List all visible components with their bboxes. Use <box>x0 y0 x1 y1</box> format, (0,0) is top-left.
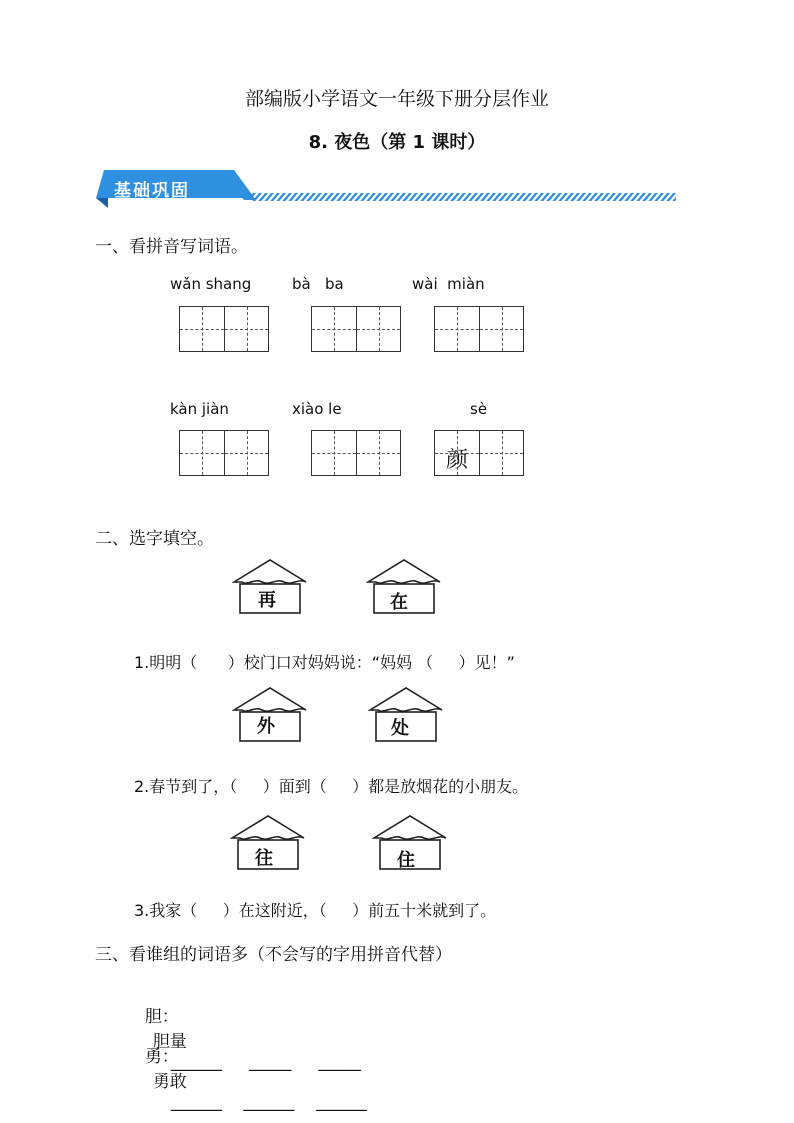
word-row-2 <box>134 1022 367 1112</box>
base-character: 胆： <box>144 1007 179 1027</box>
writing-grid-6[interactable] <box>434 430 524 476</box>
pinyin-6: sè <box>470 400 488 418</box>
writing-grid-1[interactable] <box>179 306 269 352</box>
house-character: 外 <box>257 716 275 737</box>
fill-sentence-2: 2.春节到了，（ ）面到（ ）都是放烟花的小朋友。 <box>134 777 529 796</box>
grid-cell[interactable] <box>435 307 479 351</box>
section1-title: 一、看拼音写词语。 <box>95 237 248 257</box>
example-word: 胆量 <box>152 1032 187 1052</box>
given-character: 颜 <box>445 447 468 473</box>
banner-label: 基础巩固 <box>114 181 190 201</box>
pinyin-2: bà ba <box>292 275 344 293</box>
section3-title: 三、看谁组的词语多（不会写的字用拼音代替） <box>95 945 452 965</box>
house-character: 再 <box>258 590 276 611</box>
section2-title: 二、选字填空。 <box>95 529 214 549</box>
grid-cell[interactable] <box>224 307 268 351</box>
pinyin-5: xiào le <box>292 400 342 418</box>
grid-cell[interactable] <box>180 431 224 475</box>
writing-grid-5[interactable] <box>311 430 401 476</box>
lesson-subtitle: 8. 夜色（第 1 课时） <box>308 132 486 153</box>
page-title: 部编版小学语文一年级下册分层作业 <box>244 88 549 110</box>
grid-cell[interactable] <box>312 431 356 475</box>
grid-cell[interactable] <box>312 307 356 351</box>
pinyin-4: kàn jiàn <box>170 400 229 418</box>
grid-cell[interactable] <box>224 431 268 475</box>
grid-cell[interactable] <box>356 307 400 351</box>
writing-grid-3[interactable] <box>434 306 524 352</box>
writing-grid-4[interactable] <box>179 430 269 476</box>
house-character: 处 <box>391 718 409 739</box>
grid-cell[interactable] <box>180 307 224 351</box>
pinyin-1: wǎn shang <box>170 275 252 293</box>
base-character: 勇： <box>144 1047 179 1067</box>
fill-sentence-3: 3.我家（ ）在这附近，（ ）前五十米就到了。 <box>134 901 497 920</box>
answer-blanks[interactable]: ______ ______ ______ <box>170 1092 368 1112</box>
house-character: 在 <box>390 592 408 613</box>
fill-sentence-1: 1.明明（ ）校门口对妈妈说：“妈妈 （ ）见！” <box>134 653 515 672</box>
grid-cell[interactable] <box>479 307 523 351</box>
grid-cell[interactable] <box>356 431 400 475</box>
grid-cell[interactable] <box>479 431 523 475</box>
answer-blanks[interactable]: ______ _____ _____ <box>170 1052 361 1072</box>
grid-cell-given <box>435 431 479 475</box>
house-character: 住 <box>397 850 415 871</box>
writing-grid-2[interactable] <box>311 306 401 352</box>
pinyin-3: wài miàn <box>412 275 485 293</box>
house-character: 往 <box>255 848 273 869</box>
example-word: 勇敢 <box>152 1072 187 1092</box>
